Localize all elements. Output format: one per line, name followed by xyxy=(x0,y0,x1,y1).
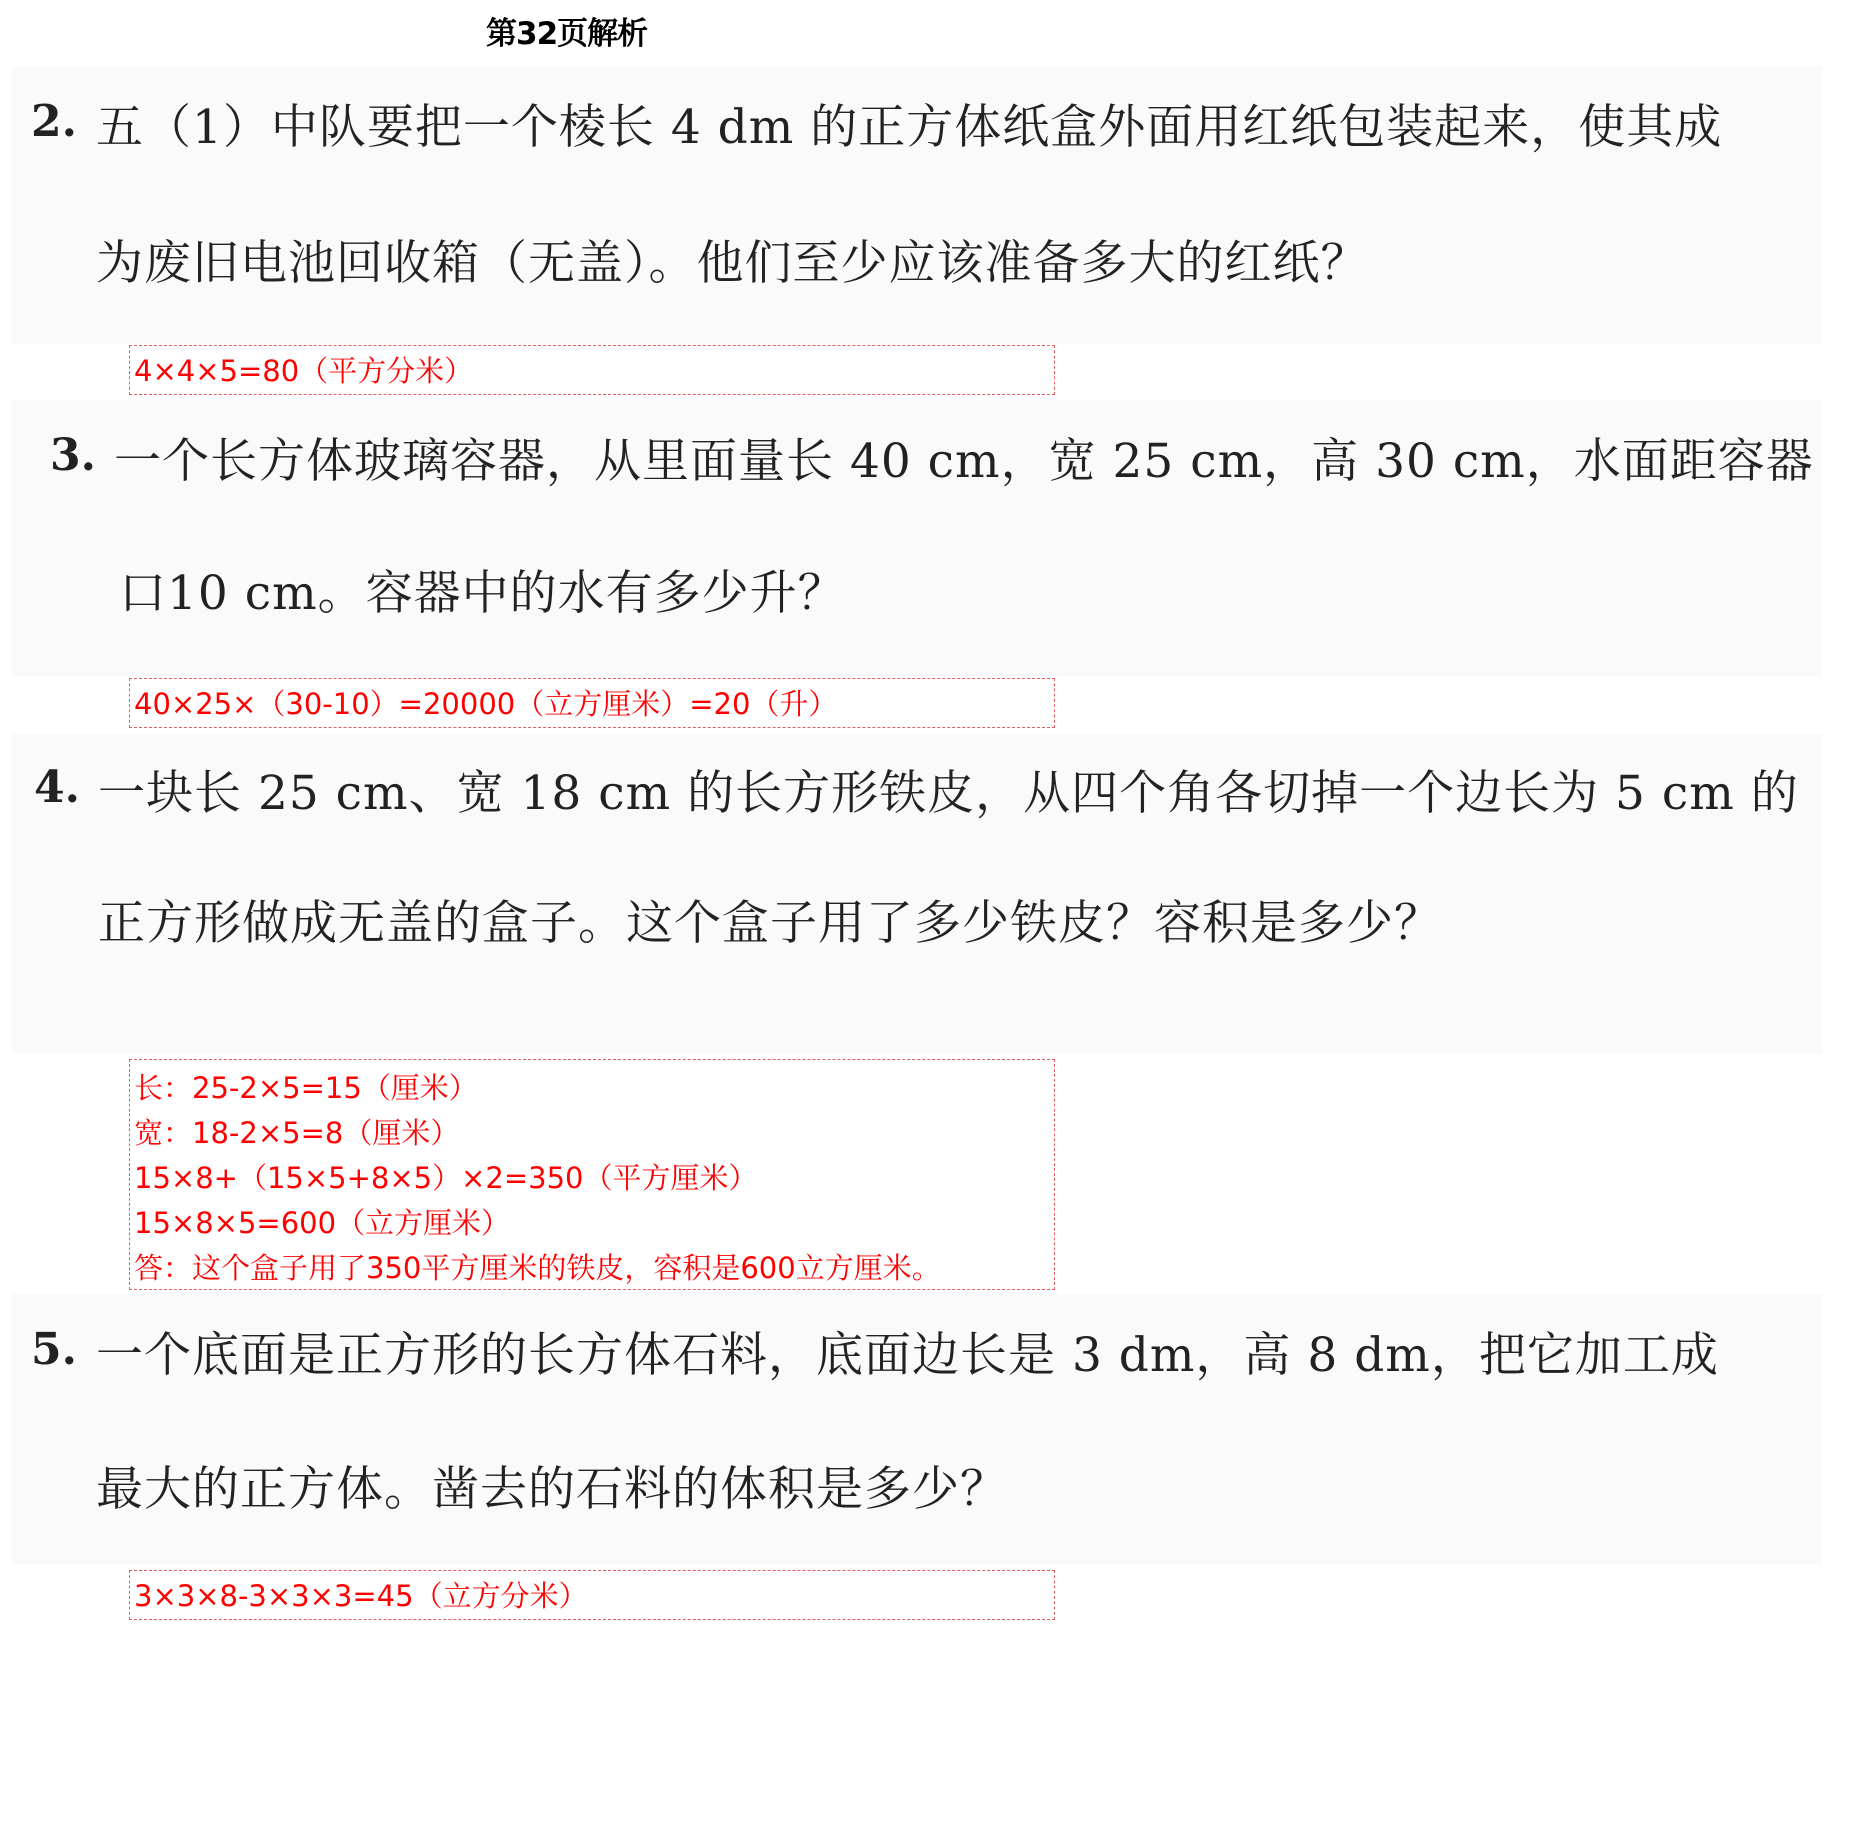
question-4 xyxy=(12,734,1822,1054)
question-text-line: 为废旧电池回收箱（无盖）。他们至少应该准备多大的红纸？ xyxy=(96,236,1369,291)
answer-line: 4×4×5=80（平方分米） xyxy=(134,354,474,388)
question-text-line: 口10 cm。容器中的水有多少升？ xyxy=(119,566,846,621)
answer-box-3 xyxy=(129,678,1055,728)
answer-box-5 xyxy=(129,1570,1055,1620)
question-number: 3. xyxy=(50,430,96,481)
question-text-line: 最大的正方体。凿去的石料的体积是多少？ xyxy=(96,1462,1008,1517)
question-5 xyxy=(12,1294,1822,1564)
answer-line: 长：25-2×5=15（厘米） xyxy=(134,1071,478,1105)
answer-line: 40×25×（30-10）=20000（立方厘米）=20（升） xyxy=(134,687,838,721)
question-number: 4. xyxy=(34,762,80,813)
answer-line: 15×8×5=600（立方厘米） xyxy=(134,1206,511,1240)
answer-line: 宽：18-2×5=8（厘米） xyxy=(134,1116,460,1150)
question-text-line: 一个长方体玻璃容器，从里面量长 40 cm，宽 25 cm，高 30 cm，水面距容器 xyxy=(114,434,1814,489)
answer-box-2 xyxy=(129,345,1055,395)
question-3 xyxy=(12,400,1822,676)
answer-line: 答：这个盒子用了350平方厘米的铁皮，容积是600立方厘米。 xyxy=(134,1251,941,1285)
answer-line: 3×3×8-3×3×3=45（立方分米） xyxy=(134,1579,588,1613)
question-text-line: 正方形做成无盖的盒子。这个盒子用了多少铁皮？容积是多少？ xyxy=(98,896,1442,951)
question-text-line: 五（1）中队要把一个棱长 4 dm 的正方体纸盒外面用红纸包装起来，使其成 xyxy=(96,100,1723,155)
question-number: 5. xyxy=(31,1324,77,1375)
question-number: 2. xyxy=(31,96,77,147)
question-2 xyxy=(12,66,1822,344)
answer-box-4 xyxy=(129,1059,1055,1290)
question-text-line: 一个底面是正方形的长方体石料，底面边长是 3 dm，高 8 dm，把它加工成 xyxy=(96,1328,1719,1383)
page-title: 第32页解析 xyxy=(486,16,648,52)
answer-line: 15×8+（15×5+8×5）×2=350（平方厘米） xyxy=(134,1161,758,1195)
question-text-line: 一块长 25 cm、宽 18 cm 的长方形铁皮，从四个角各切掉一个边长为 5 cm 的 xyxy=(98,766,1799,821)
